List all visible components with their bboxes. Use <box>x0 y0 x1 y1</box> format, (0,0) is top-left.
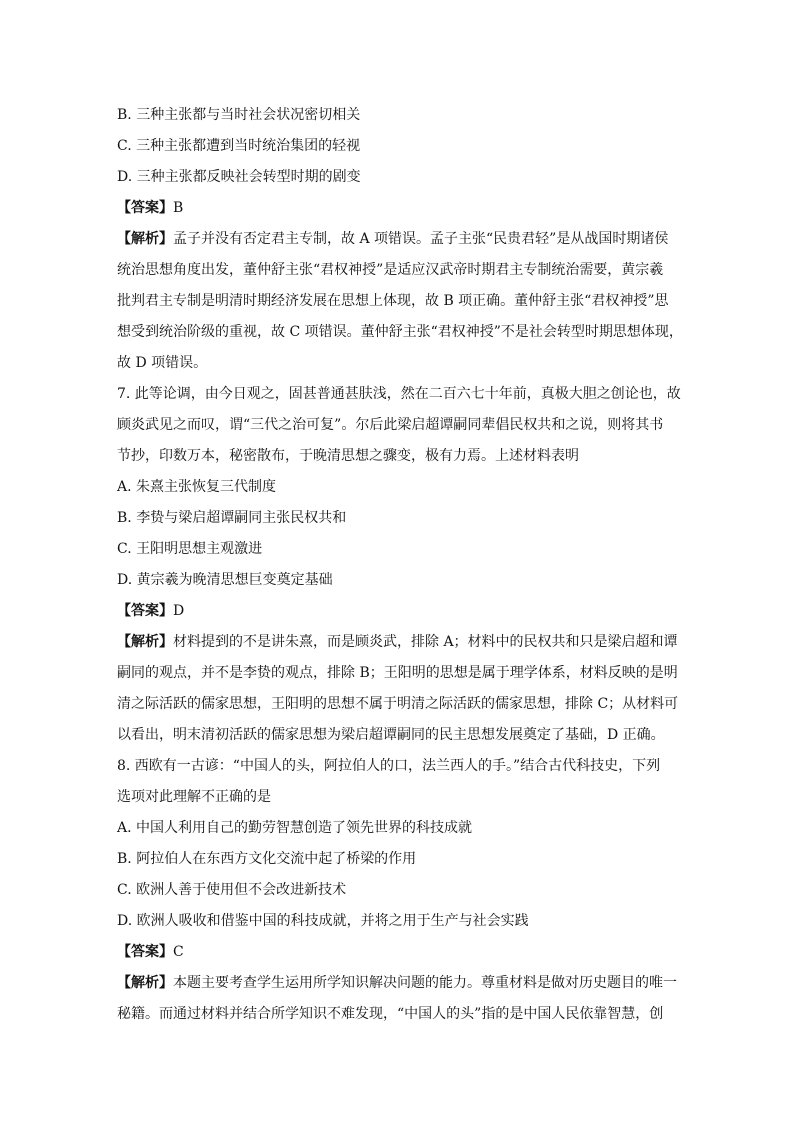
stem-line: 8. 西欧有一古谚：“中国人的头，阿拉伯人的口，法兰西人的手。”结合古代科技史，下列 <box>117 758 661 774</box>
analysis-block <box>117 627 677 751</box>
analysis-line <box>117 968 677 999</box>
answer-line <box>117 193 677 224</box>
option-d: D. 欧洲人吸收和借鉴中国的科技成就，并将之用于生产与社会实践 <box>117 913 529 929</box>
page-content <box>117 100 683 1030</box>
answer-value: C <box>173 944 184 960</box>
answer-value: D <box>173 603 185 619</box>
analysis-tag: 【解析】 <box>117 975 173 991</box>
option-b: B. 李贽与梁启超谭嗣同主张民权共和 <box>117 510 347 526</box>
analysis-tag: 【解析】 <box>117 634 173 650</box>
answer-tag: 【答案】 <box>117 200 173 216</box>
stem-line: 选项对此理解不正确的是 <box>117 789 271 805</box>
analysis-line <box>117 224 677 255</box>
analysis-line: 清之际活跃的儒家思想，王阳明的思想不属于明清之际活跃的儒家思想，排除 C；从材料可 <box>117 696 679 712</box>
option-a: A. 中国人利用自己的勤劳智慧创造了领先世界的科技成就 <box>117 820 473 836</box>
option-a: A. 朱熹主张恢复三代制度 <box>117 479 277 495</box>
option-c: C. 欧洲人善于使用但不会改进新技术 <box>117 882 347 898</box>
question-8-stem <box>117 751 677 813</box>
analysis-line: 嗣同的观点，并不是李贽的观点，排除 B；王阳明的思想是属于理学体系，材料反映的是明 <box>117 665 678 681</box>
answer-tag: 【答案】 <box>117 944 173 960</box>
answer-line <box>117 937 677 968</box>
analysis-text: 孟子并没有否定君主专制，故 A 项错误。孟子主张“民贵君轻”是从战国时期诸侯 <box>173 231 669 247</box>
answer-value: B <box>173 200 184 216</box>
question-7-options <box>117 472 677 596</box>
analysis-line: 秘籍。而通过材料并结合所学知识不难发现，“中国人的头”指的是中国人民依靠智慧，创 <box>117 1006 664 1022</box>
question-6-options <box>117 100 677 193</box>
analysis-text: 本题主要考查学生运用所学知识解决问题的能力。尊重材料是做对历史题目的唯一 <box>173 975 677 991</box>
analysis-tag: 【解析】 <box>117 231 173 247</box>
option-b: B. 阿拉伯人在东西方文化交流中起了桥梁的作用 <box>117 851 417 867</box>
analysis-line: 故 D 项错误。 <box>117 355 208 371</box>
analysis-line: 想受到统治阶级的重视，故 C 项错误。董仲舒主张“君权神授”不是社会转型时期思想体现， <box>117 324 683 340</box>
option-d: D. 黄宗羲为晚清思想巨变奠定基础 <box>117 572 333 588</box>
stem-line: 顾炎武见之而叹，谓“三代之治可复”。尔后此梁启超谭嗣同辈倡民权共和之说，则将其书 <box>117 417 664 433</box>
answer-tag: 【答案】 <box>117 603 173 619</box>
stem-line: 节抄，印数万本，秘密散布，于晚清思想之骤变，极有力焉。上述材料表明 <box>117 448 579 464</box>
option-d: D. 三种主张都反映社会转型时期的剧变 <box>117 169 361 185</box>
analysis-line <box>117 627 677 658</box>
option-b: B. 三种主张都与当时社会状况密切相关 <box>117 107 361 123</box>
question-7-stem <box>117 379 681 472</box>
option-c: C. 王阳明思想主观激进 <box>117 541 263 557</box>
stem-line: 7. 此等论调，由今日观之，固甚普通甚肤浅，然在二百六七十年前，真极大胆之创论也，故 <box>117 386 681 402</box>
analysis-block <box>117 224 683 379</box>
answer-line <box>117 596 677 627</box>
question-8-options <box>117 813 677 937</box>
analysis-block <box>117 968 677 1030</box>
option-c: C. 三种主张都遭到当时统治集团的轻视 <box>117 138 361 154</box>
analysis-text: 材料提到的不是讲朱熹，而是顾炎武，排除 A；材料中的民权共和只是梁启超和谭 <box>173 634 678 650</box>
analysis-line: 以看出，明末清初活跃的儒家思想为梁启超谭嗣同的民主思想发展奠定了基础，D 正确。 <box>117 727 665 743</box>
analysis-line: 批判君主专制是明清时期经济发展在思想上体现，故 B 项正确。董仲舒主张“君权神授”思 <box>117 293 669 309</box>
analysis-line: 统治思想角度出发，董仲舒主张“君权神授”是适应汉武帝时期君主专制统治需要，黄宗羲 <box>117 262 664 278</box>
